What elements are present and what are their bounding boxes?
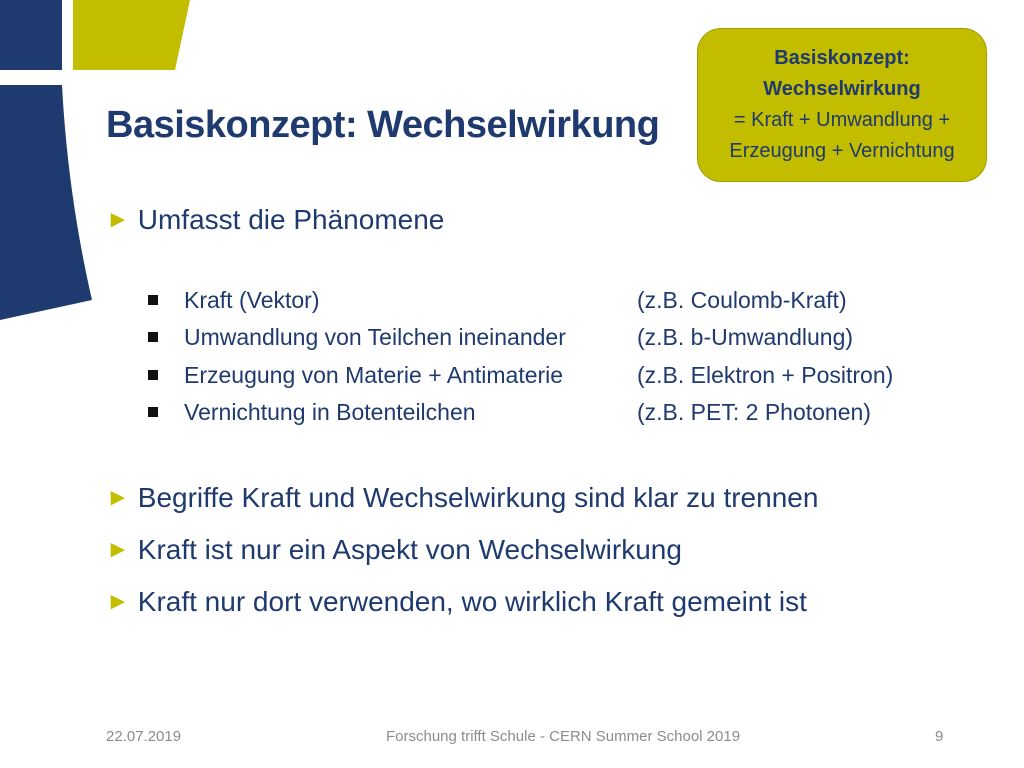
navy-curved-band-shape — [0, 85, 92, 320]
sub-item-text: Kraft (Vektor) — [184, 287, 320, 313]
arrow-bullet-icon: ► — [106, 536, 130, 563]
main-bullet-text: Umfasst die Phänomene — [137, 204, 445, 235]
square-bullet-icon — [148, 370, 158, 380]
main-bullet — [106, 482, 818, 514]
sub-item-example: (z.B. b-Umwandlung) — [637, 324, 854, 350]
main-bullet-text: Begriffe Kraft und Wechselwirkung sind klar zu trennen — [137, 482, 819, 513]
sub-item-example: (z.B. Elektron + Positron) — [637, 362, 894, 388]
info-box-line-2: Wechselwirkung — [763, 78, 921, 100]
slide-corner-decoration — [0, 0, 200, 330]
main-bullet-text: Kraft nur dort verwenden, wo wirklich Kraft gemeint ist — [137, 586, 807, 617]
arrow-bullet-icon: ► — [106, 484, 130, 511]
sub-item-example: (z.B. Coulomb-Kraft) — [637, 287, 847, 313]
sub-item-text: Erzeugung von Materie + Antimaterie — [184, 362, 564, 388]
footer-center-text: Forschung trifft Schule - CERN Summer School 2019 — [386, 728, 741, 745]
info-box — [697, 28, 987, 182]
main-bullet — [106, 534, 682, 566]
page-title: Basiskonzept: Wechselwirkung — [106, 104, 660, 146]
info-box-line-3: = Kraft + Umwandlung + — [733, 109, 951, 131]
main-bullet-phenomena — [106, 204, 444, 236]
square-bullet-icon — [148, 407, 158, 417]
square-bullet-icon — [148, 332, 158, 342]
sub-item-text: Umwandlung von Teilchen ineinander — [184, 324, 566, 350]
olive-square-shape — [73, 0, 190, 70]
sub-item-example: (z.B. PET: 2 Photonen) — [637, 399, 871, 425]
arrow-bullet-icon: ► — [106, 206, 130, 233]
info-box-line-1: Basiskonzept: — [774, 47, 910, 69]
square-bullet-icon — [148, 295, 158, 305]
sub-item-text: Vernichtung in Botenteilchen — [184, 399, 476, 425]
arrow-bullet-icon: ► — [106, 588, 130, 615]
main-bullet-text: Kraft ist nur ein Aspekt von Wechselwirkung — [137, 534, 682, 565]
footer-date: 22.07.2019 — [106, 728, 182, 745]
info-box-line-4: Erzeugung + Vernichtung — [729, 140, 955, 162]
footer-page-number: 9 — [935, 728, 944, 745]
main-bullet — [106, 586, 807, 618]
navy-square-shape — [0, 0, 62, 70]
